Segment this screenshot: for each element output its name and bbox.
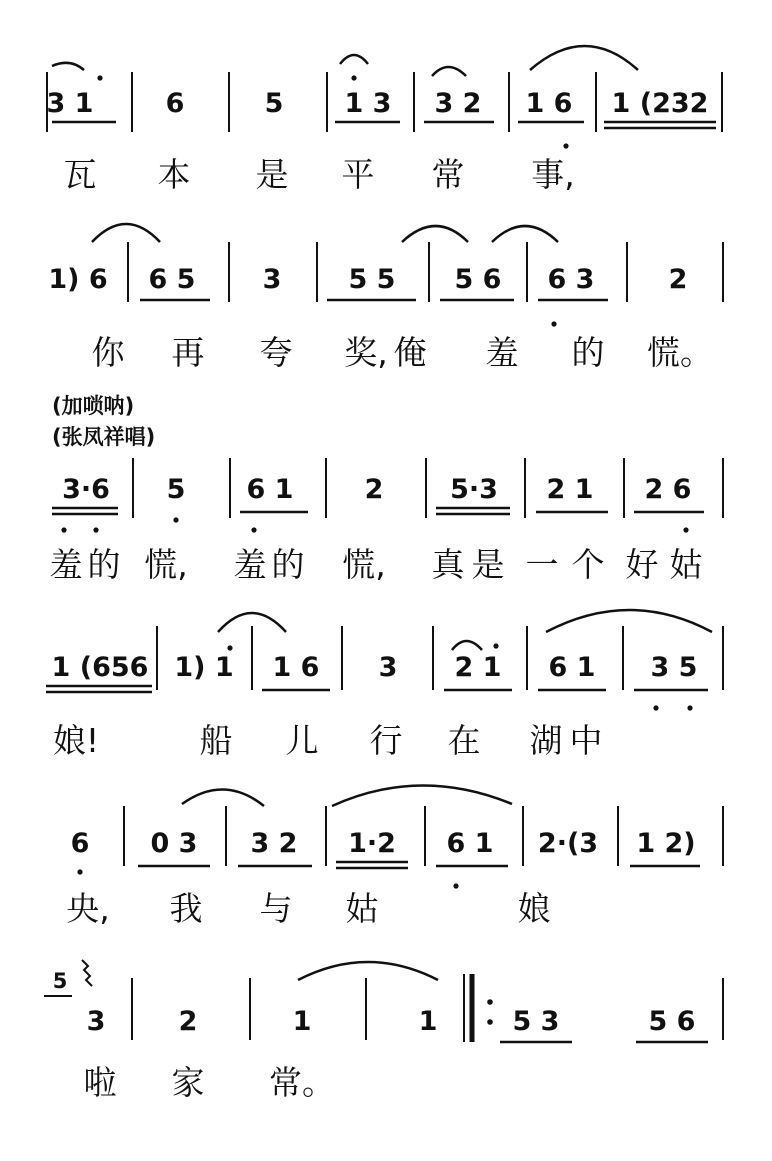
- lyric-syllable: 行: [369, 721, 403, 760]
- system-3-measure-1: [52, 474, 118, 533]
- lyric-syllable: 事,: [531, 155, 575, 194]
- notes: 3: [86, 1006, 106, 1037]
- system-6-measure-5: [500, 1006, 572, 1042]
- lyric-syllable: 羞: [485, 333, 519, 372]
- notes: 5·3: [450, 474, 498, 505]
- system-6-measure-6: [636, 1006, 708, 1042]
- notes: 3: [378, 652, 398, 683]
- system-2-measure-6: [538, 264, 608, 327]
- lyric-syllable: 慌。: [647, 333, 713, 372]
- lyric-syllable: 好: [625, 545, 659, 584]
- lyric-syllable: 羞: [49, 545, 83, 584]
- notes: 1 2): [636, 828, 696, 859]
- system-1-measure-1: [47, 63, 116, 122]
- system-5-measure-1: [71, 828, 90, 875]
- system-3-measure-3: [240, 474, 308, 533]
- notes: 2 6: [644, 474, 692, 505]
- system-4-measure-7: [634, 652, 708, 711]
- notes: 1 (232: [611, 88, 709, 119]
- system-2-measure-5: [440, 226, 558, 300]
- lyric-syllable: 常: [431, 155, 465, 194]
- lyric-syllable: 羞: [233, 545, 267, 584]
- system-2-measure-1: [48, 224, 160, 295]
- lyric-syllable: 个: [571, 545, 605, 584]
- lyric-syllable: 慌,: [144, 545, 188, 584]
- system-5-bar-lines: [124, 806, 723, 866]
- notes: 2 1: [454, 652, 502, 683]
- notes: 5: [166, 474, 186, 505]
- notes: 1 6: [272, 652, 320, 683]
- lyric-syllable: 的: [87, 545, 121, 584]
- lyric-syllable: 你: [91, 333, 125, 372]
- notes: 6 1: [246, 474, 294, 505]
- notes: 6 3: [547, 264, 595, 295]
- system-3-measure-7: [634, 474, 704, 533]
- notes: 1 (656: [51, 652, 149, 683]
- notes: 5 6: [454, 264, 502, 295]
- system-3-measure-2: [167, 474, 186, 523]
- system-2-measure-2: [140, 264, 210, 300]
- lyric-syllable: 我: [169, 889, 203, 928]
- system-5-measure-3: [238, 828, 312, 866]
- lyric-syllable: 瓦: [63, 155, 97, 194]
- notes: 3·6: [62, 474, 110, 505]
- system-1-measure-7: [604, 88, 716, 128]
- notes: 3 5: [650, 652, 698, 683]
- system-3: [50, 394, 724, 584]
- performance-note-instrument: (加唢呐): [52, 394, 135, 418]
- lyric-syllable: 姑: [669, 545, 703, 584]
- system-1-measure-4: [335, 55, 400, 122]
- lyric-syllable: 真: [431, 545, 465, 584]
- lyric-syllable: 与: [259, 889, 293, 928]
- system-4-measure-2: [174, 613, 286, 683]
- notes: 0 3: [150, 828, 198, 859]
- system-5: [66, 785, 723, 928]
- system-1-lyrics: [64, 155, 575, 194]
- system-1-measure-2: [166, 88, 185, 119]
- lyric-syllable: 娘!: [52, 721, 100, 760]
- lyric-syllable: 儿: [285, 721, 319, 760]
- system-2-measure-3: [263, 264, 282, 295]
- notes: 1) 6: [48, 264, 108, 295]
- lyric-syllable: 湖: [529, 721, 563, 760]
- system-6-measure-4: [419, 1006, 438, 1037]
- notes: 5 5: [348, 264, 396, 295]
- notes: 1·2: [348, 828, 396, 859]
- system-5-measure-7: [630, 828, 700, 866]
- system-4-measure-1: [46, 652, 152, 692]
- system-3-measure-5: [436, 474, 510, 514]
- lyric-syllable: 在: [447, 721, 481, 760]
- grace-note: 5: [52, 969, 68, 993]
- notes: 6 1: [548, 652, 596, 683]
- lyric-syllable: 的: [571, 333, 605, 372]
- notes: 5: [264, 88, 284, 119]
- system-2-measure-4: [327, 226, 468, 300]
- system-4: [46, 610, 723, 760]
- notes: 5 3: [512, 1006, 560, 1037]
- system-1-measure-3: [265, 88, 284, 119]
- lyric-syllable: 夸: [259, 333, 293, 372]
- lyric-syllable: 奖,: [344, 333, 388, 372]
- notes: 2: [668, 264, 688, 295]
- system-2-bar-lines: [128, 242, 723, 302]
- performance-note-singer: (张凤祥唱): [52, 425, 156, 449]
- lyric-syllable: 家: [171, 1063, 205, 1102]
- system-5-measure-5: [436, 828, 508, 889]
- system-6-measure-1: [44, 960, 105, 1037]
- lyric-syllable: 中: [569, 721, 603, 760]
- system-4-measure-4: [379, 652, 398, 683]
- notes: 1 3: [344, 88, 392, 119]
- system-6-lyrics: [84, 1063, 336, 1102]
- system-2: [48, 224, 723, 372]
- notes: 6 5: [148, 264, 196, 295]
- notes: 1) 1: [174, 652, 234, 683]
- lyric-syllable: 一: [525, 545, 559, 584]
- repeat-start-sign: [464, 974, 493, 1042]
- notes: 3 2: [250, 828, 298, 859]
- lyric-syllable: 是: [471, 545, 505, 584]
- system-5-lyrics: [66, 889, 550, 928]
- lyric-syllable: 娘: [517, 889, 551, 928]
- system-6: [44, 960, 723, 1102]
- lyric-syllable: 的: [271, 545, 305, 584]
- lyric-syllable: 平: [341, 155, 375, 194]
- system-1-measure-5: [424, 67, 494, 122]
- notes: 6: [70, 828, 90, 859]
- notes: 3 2: [434, 88, 482, 119]
- lyric-syllable: 常。: [269, 1063, 335, 1102]
- notes: 3 1: [46, 88, 94, 119]
- lyric-syllable: 船: [199, 721, 233, 760]
- system-4-measure-3: [262, 652, 330, 690]
- system-3-lyrics: [50, 545, 703, 584]
- notes: 2·(3: [537, 828, 599, 859]
- system-5-measure-2: [138, 789, 264, 866]
- system-4-bar-lines: [157, 626, 723, 690]
- system-3-measure-6: [536, 474, 608, 512]
- notes: 5 6: [648, 1006, 696, 1037]
- system-4-measure-5: [444, 641, 512, 690]
- system-3-measure-4: [365, 474, 384, 505]
- notes: 2 1: [546, 474, 594, 505]
- system-2-lyrics: [92, 333, 714, 372]
- notes: 1: [418, 1006, 438, 1037]
- lyric-syllable: 俺: [393, 333, 427, 372]
- notes: 1 6: [525, 88, 573, 119]
- system-2-measure-7: [669, 264, 688, 295]
- lyric-syllable: 本: [157, 155, 191, 194]
- system-6-measure-2: [179, 1006, 198, 1037]
- system-3-bar-lines: [133, 458, 723, 518]
- system-1: [47, 46, 722, 194]
- lyric-syllable: 姑: [345, 889, 379, 928]
- notes: 1: [292, 1006, 312, 1037]
- lyric-syllable: 是: [255, 155, 289, 194]
- system-5-measure-6: [538, 828, 598, 859]
- notes: 3: [262, 264, 282, 295]
- lyric-syllable: 央,: [66, 889, 110, 928]
- lyric-syllable: 啦: [83, 1063, 117, 1102]
- lyric-syllable: 再: [171, 333, 205, 372]
- notes: 6: [165, 88, 185, 119]
- lyric-syllable: 慌,: [342, 545, 386, 584]
- system-4-lyrics: [53, 721, 603, 760]
- notes: 2: [364, 474, 384, 505]
- notes: 2: [178, 1006, 198, 1037]
- notes: 6 1: [446, 828, 494, 859]
